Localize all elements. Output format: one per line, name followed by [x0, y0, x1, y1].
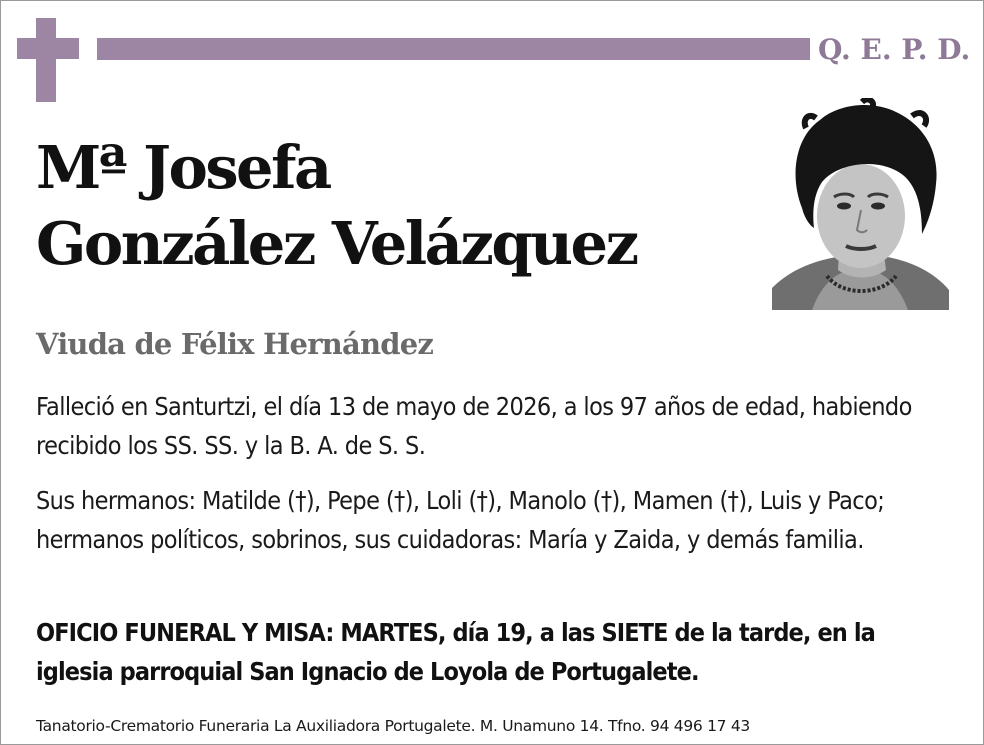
portrait-photo [772, 98, 949, 310]
qepd-label: Q. E. P. D. [818, 33, 971, 66]
deceased-name [36, 130, 637, 282]
death-notice-paragraph: Falleció en Santurtzi, el día 13 de mayo de 2026, a los 97 años de edad, habiendo recibido los SS. SS. y la B. A. de S. S. [36, 392, 912, 460]
name-line-1: Mª Josefa [36, 133, 330, 202]
header-rule [97, 38, 810, 60]
name-line-2: González Velázquez [36, 209, 637, 278]
funeral-home-footer: Tanatorio-Crematorio Funeraria La Auxiliadora Portugalete. M. Unamuno 14. Tfno. 94 496 17 43 [36, 717, 750, 735]
family-paragraph: Sus hermanos: Matilde (†), Pepe (†), Loli (†), Manolo (†), Mamen (†), Luis y Paco; hermanos políticos, sobrinos, sus cuidadoras: María y Zaida, y demás familia. [36, 486, 885, 554]
funeral-service-paragraph: OFICIO FUNERAL Y MISA: MARTES, día 19, a las SIETE de la tarde, en la iglesia parroquial San Ignacio de Loyola de Portugalete. [36, 618, 875, 686]
widow-of-line: Viuda de Félix Hernández [36, 327, 434, 361]
